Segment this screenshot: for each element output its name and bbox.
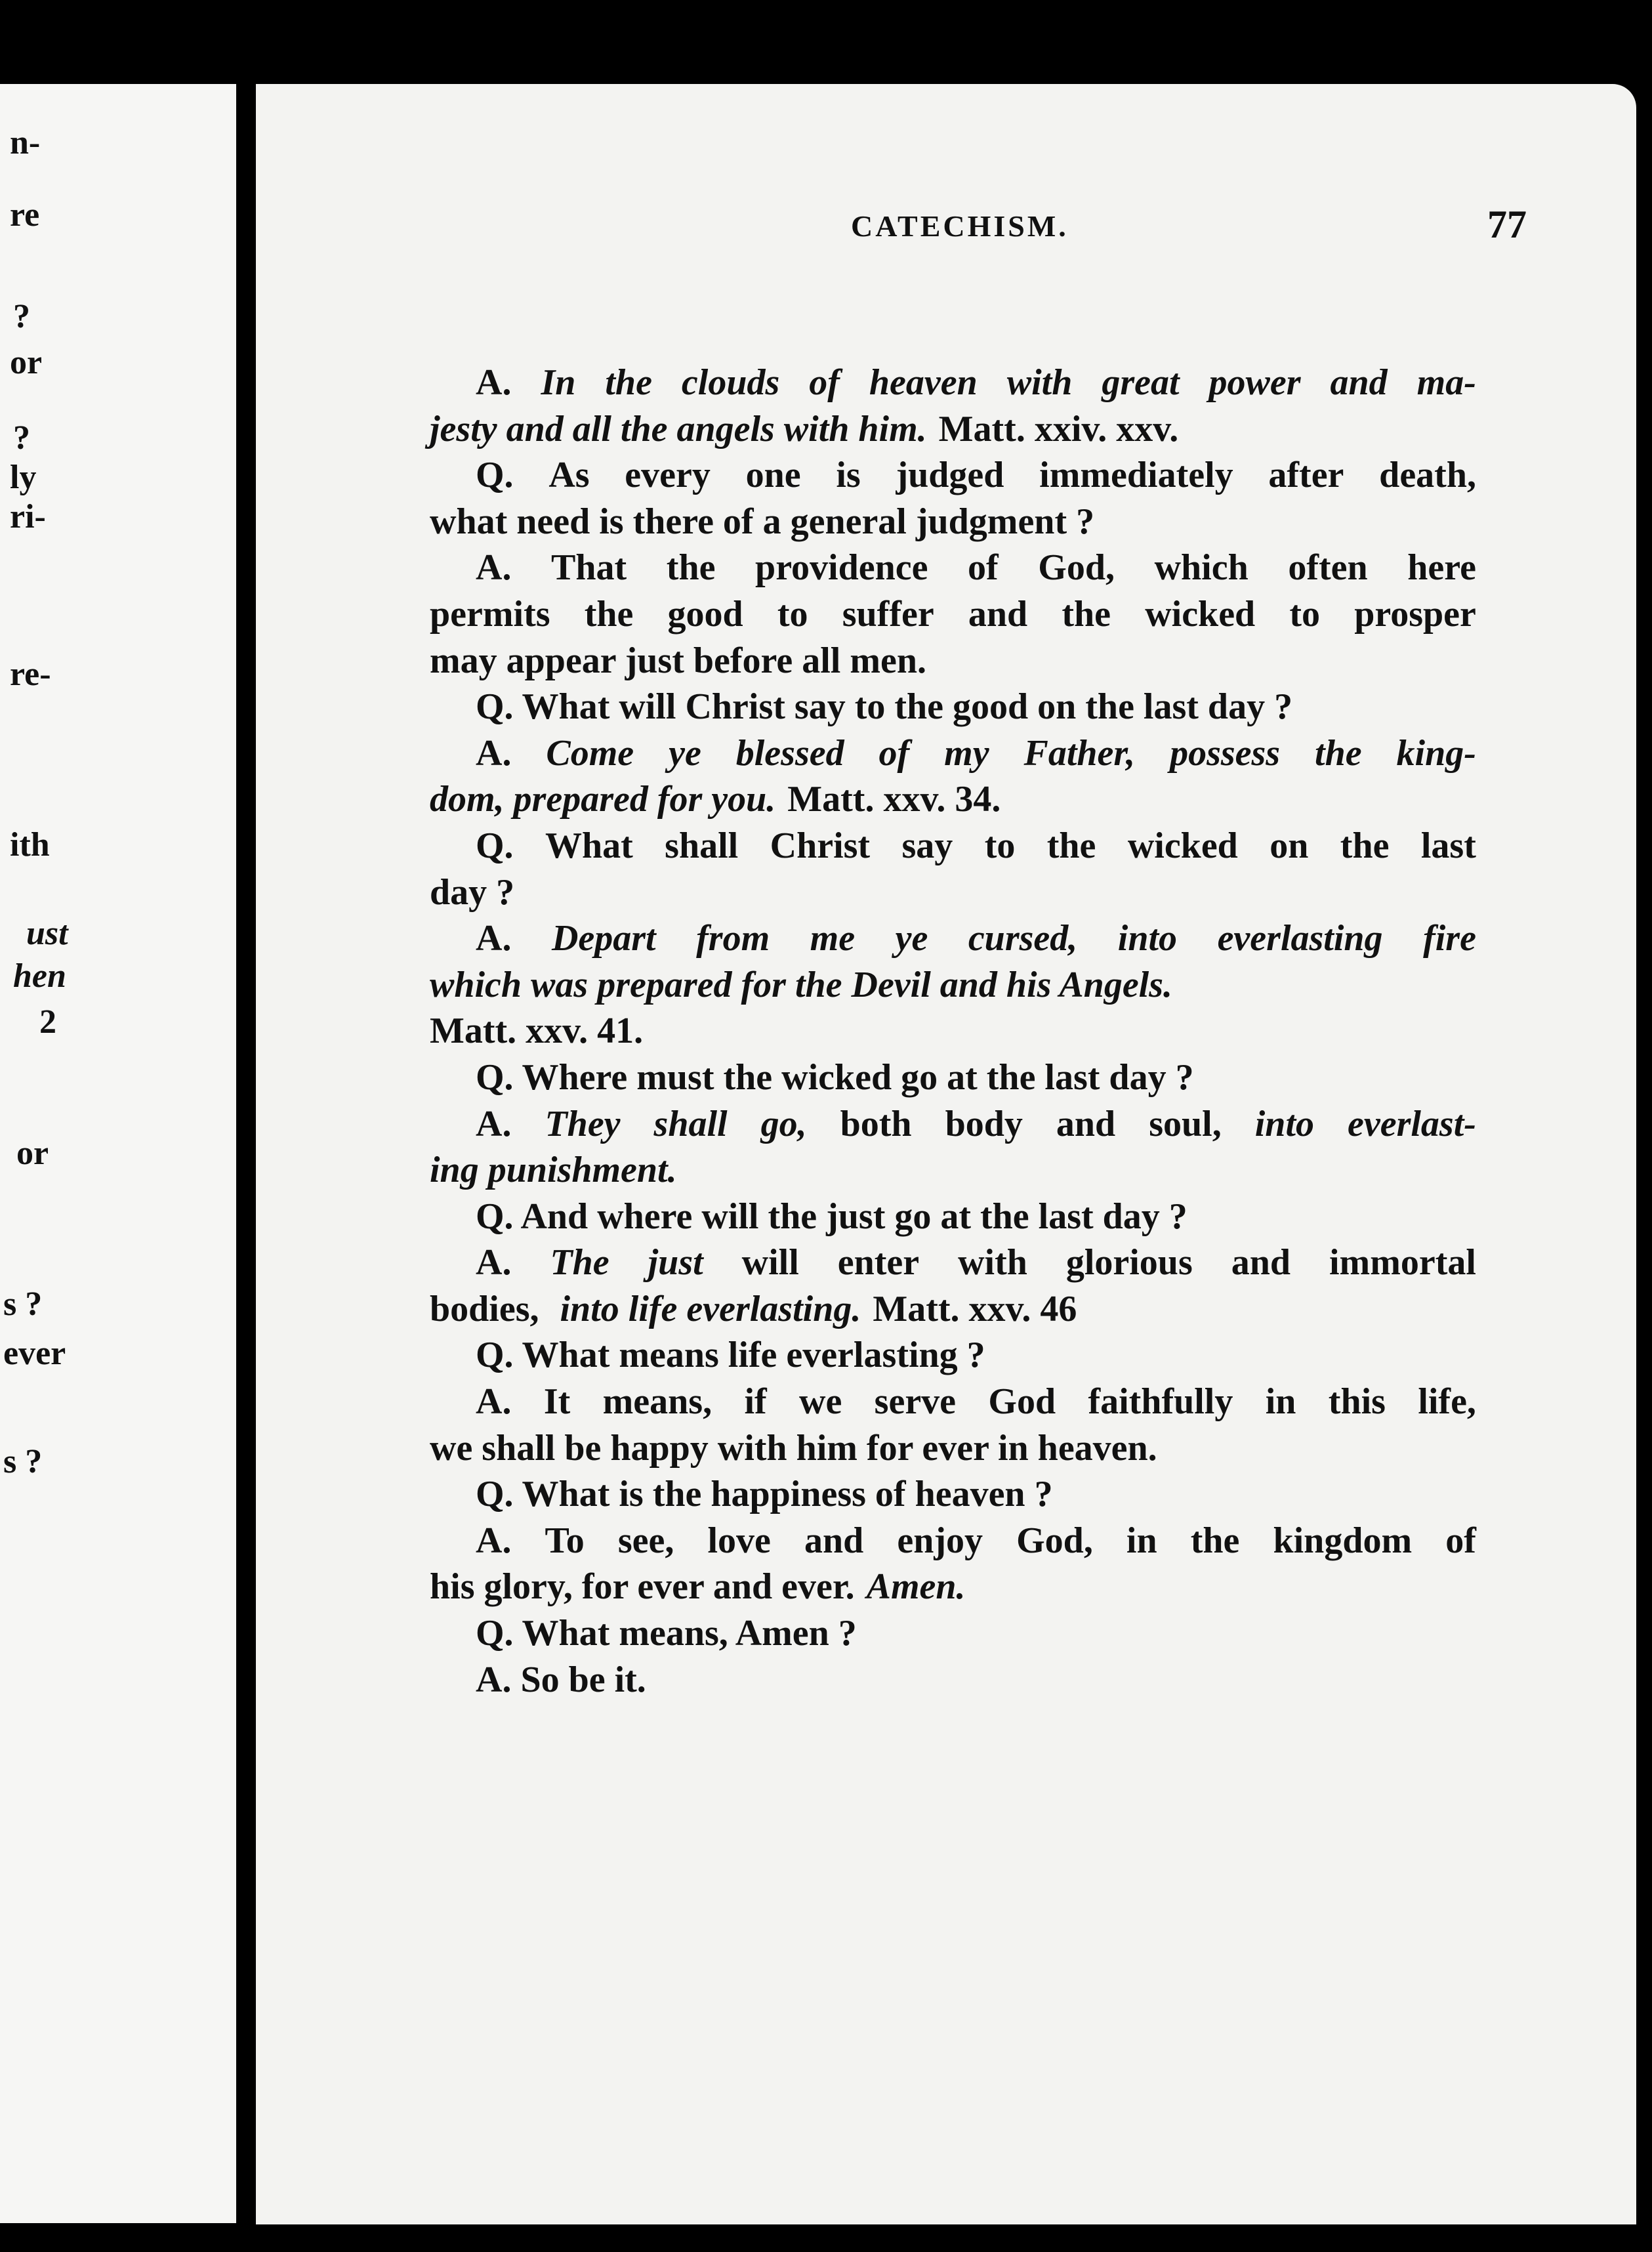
text-word: fire — [1423, 918, 1476, 959]
text-word: go, — [760, 1103, 807, 1144]
text-segment: what need is there of a general judgment ? — [430, 501, 1095, 542]
text-word: to — [777, 593, 808, 635]
text-word: soul, — [1149, 1103, 1222, 1144]
text-word: A. — [476, 1381, 512, 1423]
left-page-edge — [0, 84, 236, 2223]
text-word: the — [1340, 825, 1390, 866]
book-gutter — [236, 79, 256, 2224]
text-word: ye — [669, 732, 701, 774]
text-segment: day ? — [430, 871, 515, 913]
text-line — [430, 638, 1476, 684]
text-segment: Matt. xxv. 46 — [873, 1288, 1077, 1329]
left-page-fragment: ? — [13, 419, 30, 457]
text-word: see, — [617, 1520, 674, 1561]
text-word: prosper — [1354, 593, 1476, 635]
catechism-text — [430, 360, 1476, 1703]
text-segment: which was prepared for the Devil and his Angels. — [430, 964, 1173, 1005]
text-word: into — [1254, 1103, 1314, 1144]
text-word: of — [968, 547, 999, 589]
text-segment: bodies, — [430, 1288, 548, 1329]
text-segment: Q. What means, Amen ? — [476, 1613, 857, 1654]
text-word: me — [810, 918, 856, 959]
text-word: power — [1208, 362, 1301, 403]
text-line — [430, 915, 1476, 962]
text-line — [430, 406, 1476, 453]
text-word: A. — [476, 918, 512, 959]
text-word: both — [840, 1103, 912, 1144]
text-word: the — [1315, 732, 1362, 774]
left-page-fragment: hen — [13, 957, 66, 995]
text-word: A. — [476, 732, 512, 774]
text-word: A. — [476, 362, 512, 403]
text-word: into — [1117, 918, 1178, 959]
text-line — [430, 1518, 1476, 1564]
text-word: Depart — [551, 918, 656, 959]
text-word: the — [605, 362, 652, 403]
text-word: the — [666, 547, 716, 589]
text-word: king- — [1396, 732, 1476, 774]
text-word: God, — [1016, 1520, 1093, 1561]
text-word: means, — [602, 1381, 712, 1423]
text-word: if — [744, 1381, 767, 1423]
text-word: good — [667, 593, 743, 635]
text-line — [430, 1610, 1476, 1657]
left-page-fragment: ri- — [10, 498, 46, 535]
text-word: great — [1102, 362, 1180, 403]
text-segment: we shall be happy with him for ever in heaven. — [430, 1427, 1157, 1469]
text-word: one — [745, 455, 801, 496]
text-word: suffer — [842, 593, 934, 635]
text-segment: Amen. — [866, 1566, 966, 1608]
text-word: just — [648, 1242, 703, 1283]
left-page-fragment: n- — [10, 124, 41, 161]
left-page-fragment: s ? — [3, 1285, 43, 1323]
text-line — [430, 1008, 1476, 1054]
text-segment: ing punishment. — [430, 1150, 677, 1191]
text-word: To — [545, 1520, 585, 1561]
text-word: love — [707, 1520, 771, 1561]
text-word: on — [1270, 825, 1309, 866]
text-line — [430, 1379, 1476, 1425]
text-word: They — [545, 1103, 621, 1144]
text-line — [430, 730, 1476, 777]
text-segment: Matt. xxiv. xxv. — [938, 408, 1179, 449]
text-word: immediately — [1039, 455, 1233, 496]
text-line — [430, 1657, 1476, 1703]
page-header-title: CATECHISM. — [851, 209, 1069, 243]
text-word: death, — [1379, 455, 1476, 496]
text-segment: Q. What will Christ say to the good on the last day ? — [476, 686, 1293, 728]
text-word: this — [1328, 1381, 1386, 1423]
text-word: of — [878, 732, 910, 774]
page-number: 77 — [1487, 203, 1527, 246]
text-segment: dom, prepared for you. — [430, 779, 776, 820]
text-word: clouds — [681, 362, 780, 403]
text-word: in — [1126, 1520, 1157, 1561]
text-word: and — [804, 1520, 864, 1561]
text-word: Come — [546, 732, 634, 774]
text-word: shall — [665, 825, 739, 866]
text-segment: jesty and all the angels with him. — [430, 408, 927, 449]
text-line — [430, 1286, 1476, 1333]
text-segment: his glory, for ever and ever. — [430, 1566, 855, 1608]
text-segment: Q. And where will the just go at the last day ? — [476, 1196, 1187, 1237]
text-word: enter — [837, 1242, 920, 1283]
text-word: judged — [896, 455, 1004, 496]
text-word: everlast- — [1348, 1103, 1476, 1144]
text-line — [430, 591, 1476, 638]
text-line — [430, 1564, 1476, 1610]
text-word: That — [551, 547, 627, 589]
text-line — [430, 1471, 1476, 1518]
text-word: A. — [476, 1242, 512, 1283]
left-page-fragment: ? — [13, 298, 30, 335]
left-page-fragment: or — [10, 344, 43, 381]
left-page-fragment: s ? — [3, 1443, 43, 1480]
left-page-fragment: ust — [26, 915, 68, 952]
text-line — [430, 545, 1476, 591]
text-word: is — [836, 455, 861, 496]
text-word: immortal — [1329, 1242, 1476, 1283]
left-page-fragment: ly — [10, 459, 37, 496]
text-word: Christ — [770, 825, 871, 866]
text-word: Father, — [1023, 732, 1136, 774]
text-segment: Matt. xxv. 41. — [430, 1011, 644, 1052]
text-word: to — [1289, 593, 1321, 635]
text-word: wicked — [1145, 593, 1256, 635]
text-word: wicked — [1127, 825, 1238, 866]
text-word: As — [548, 455, 590, 496]
text-word: after — [1268, 455, 1344, 496]
text-line — [430, 499, 1476, 545]
text-word: the — [1046, 825, 1096, 866]
text-word: ye — [895, 918, 928, 959]
text-word: enjoy — [897, 1520, 983, 1561]
text-segment: Q. What is the happiness of heaven ? — [476, 1474, 1053, 1515]
text-word: heaven — [869, 362, 978, 403]
text-word: Q. — [476, 825, 514, 866]
text-segment: Matt. xxv. 34. — [787, 779, 1001, 820]
text-word: and — [1056, 1103, 1116, 1144]
text-line — [430, 869, 1476, 916]
text-word: blessed — [735, 732, 844, 774]
text-word: providence — [755, 547, 928, 589]
text-word: Q. — [476, 455, 514, 496]
text-word: serve — [874, 1381, 957, 1423]
text-word: The — [550, 1242, 609, 1283]
text-word: It — [543, 1381, 571, 1423]
text-line — [430, 1054, 1476, 1101]
running-head — [595, 197, 1533, 256]
text-word: with — [958, 1242, 1027, 1283]
left-page-fragment: 2 — [39, 1003, 56, 1041]
text-word: kingdom — [1273, 1520, 1413, 1561]
text-word: in — [1265, 1381, 1296, 1423]
text-word: and — [1330, 362, 1388, 403]
text-line — [430, 1101, 1476, 1148]
text-line — [430, 1194, 1476, 1240]
text-word: In — [541, 362, 576, 403]
text-word: A. — [476, 1520, 512, 1561]
text-segment: may appear just before all men. — [430, 640, 926, 681]
text-word: of — [1445, 1520, 1476, 1561]
text-word: every — [625, 455, 711, 496]
text-word: A. — [476, 547, 512, 589]
text-word: cursed, — [968, 918, 1078, 959]
text-segment: into life everlasting. — [560, 1288, 861, 1329]
text-word: of — [809, 362, 840, 403]
text-word: often — [1288, 547, 1368, 589]
text-segment: A. So be it. — [476, 1659, 646, 1700]
text-word: the — [1062, 593, 1111, 635]
text-word: A. — [476, 1103, 512, 1144]
left-page-fragment: or — [16, 1135, 49, 1172]
text-line — [430, 962, 1476, 1009]
text-word: to — [984, 825, 1016, 866]
text-word: we — [799, 1381, 842, 1423]
text-word: ma- — [1416, 362, 1476, 403]
text-word: will — [741, 1242, 799, 1283]
text-word: possess — [1170, 732, 1281, 774]
text-word: faithfully — [1088, 1381, 1233, 1423]
left-page-fragment: re — [10, 196, 40, 234]
text-line — [430, 823, 1476, 869]
text-line — [430, 360, 1476, 406]
text-line — [430, 1147, 1476, 1194]
text-word: my — [944, 732, 989, 774]
text-segment: Q. Where must the wicked go at the last day ? — [476, 1056, 1194, 1098]
text-line — [430, 684, 1476, 730]
text-line — [430, 452, 1476, 499]
text-word: say — [901, 825, 953, 866]
text-word: God, — [1038, 547, 1115, 589]
text-word: What — [545, 825, 633, 866]
left-page-fragment: re- — [10, 656, 51, 693]
text-word: last — [1420, 825, 1476, 866]
text-word: glorious — [1065, 1242, 1193, 1283]
text-segment: Q. What means life everlasting ? — [476, 1335, 985, 1376]
text-word: shall — [653, 1103, 728, 1144]
text-line — [430, 1425, 1476, 1472]
text-word: everlasting — [1217, 918, 1383, 959]
text-word: from — [696, 918, 770, 959]
text-word: here — [1407, 547, 1476, 589]
text-word: the — [584, 593, 634, 635]
left-page-fragment: ever — [3, 1335, 66, 1372]
text-word: life, — [1418, 1381, 1476, 1423]
text-word: permits — [430, 593, 550, 635]
text-word: the — [1190, 1520, 1240, 1561]
left-page-fragment: ith — [10, 826, 50, 864]
text-word: body — [945, 1103, 1023, 1144]
text-word: God — [988, 1381, 1056, 1423]
text-line — [430, 1240, 1476, 1286]
text-word: with — [1006, 362, 1073, 403]
text-word: and — [1231, 1242, 1291, 1283]
text-line — [430, 1332, 1476, 1379]
text-line — [430, 776, 1476, 823]
text-word: which — [1154, 547, 1249, 589]
text-word: and — [968, 593, 1028, 635]
